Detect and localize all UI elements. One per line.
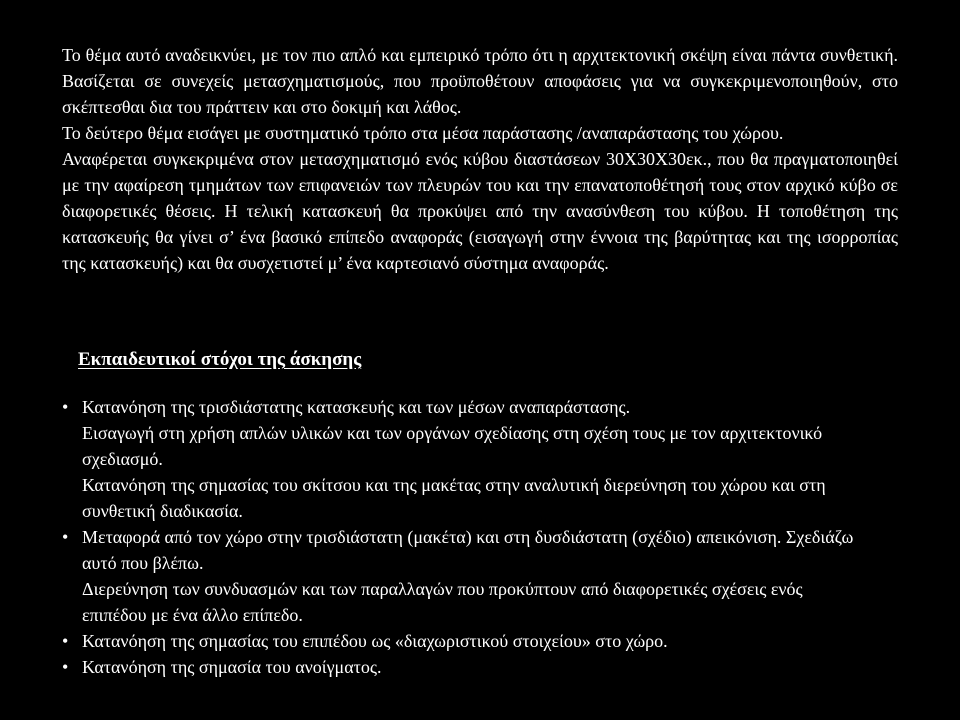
objective-text: Διερεύνηση των συνδυασμών και των παραλλαγών που προκύπτουν από διαφορετικές σχέσεις ενός επιπέδου με ένα άλλο επίπεδο.	[82, 579, 803, 625]
bullet-icon: •	[62, 657, 69, 677]
objective-item	[62, 576, 862, 628]
objective-text: Μεταφορά από τον χώρο στην τρισδιάστατη (μακέτα) και στη δυσδιάστατη (σχέδιο) απεικόνιση. Σχεδιάζω αυτό που βλέπω.	[82, 527, 854, 573]
intro-paragraph-1: Το θέμα αυτό αναδεικνύει, με τον πιο απλό και εμπειρικό τρόπο ότι η αρχιτεκτονική σκέψη είναι πάντα συνθετική. Βασίζεται σε συνεχείς μετασχηματισμούς, που προϋποθέτουν αποφάσεις για να συγκεκριμενοποιηθούν, στο σκέπτεσθαι δια του πράττειν και στο δοκιμή και λάθος.	[62, 45, 898, 117]
objective-item	[62, 420, 862, 472]
intro-text	[62, 42, 898, 276]
intro-paragraph-2: Το δεύτερο θέμα εισάγει με συστηματικό τρόπο στα μέσα παράστασης /αναπαράστασης του χώρου.	[62, 123, 784, 143]
objective-item	[62, 472, 862, 524]
objectives-heading: Εκπαιδευτικοί στόχοι της άσκησης	[78, 349, 362, 370]
objective-text: Κατανόηση της σημασία του ανοίγματος.	[82, 657, 382, 677]
bullet-icon: •	[62, 397, 69, 417]
bullet-icon: •	[62, 527, 69, 547]
intro-paragraph-3: Αναφέρεται συγκεκριμένα στον μετασχηματισμό ενός κύβου διαστάσεων 30Χ30Χ30εκ., που θα πραγματοποιηθεί με την αφαίρεση τμημάτων των επιφανειών των πλευρών του και την επανατοποθέτησή τους στον αρχικό κύβο σε διαφορετικές θέσεις. Η τελική κατασκευή θα προκύψει από την ανασύνθεση του κύβου. Η τοποθέτηση της κατασκευής θα γίνει σ’ ένα βασικό επίπεδο αναφοράς (εισαγωγή στην έννοια της βαρύτητας και της ισορροπίας της κατασκευής) και θα συσχετιστεί μ’ ένα καρτεσιανό σύστημα αναφοράς.	[62, 149, 898, 273]
bullet-icon: •	[62, 631, 69, 651]
objective-item	[62, 394, 862, 420]
objectives-list	[62, 394, 862, 680]
objective-item	[62, 654, 862, 680]
objective-item	[62, 628, 862, 654]
objective-item	[62, 524, 862, 576]
objective-text: Κατανόηση της σημασίας του επιπέδου ως «διαχωριστικού στοιχείου» στο χώρο.	[82, 631, 668, 651]
objective-text: Κατανόηση της τρισδιάστατης κατασκευής και των μέσων αναπαράστασης.	[82, 397, 631, 417]
objective-text: Κατανόηση της σημασίας του σκίτσου και της μακέτας στην αναλυτική διερεύνηση του χώρου και στη συνθετική διαδικασία.	[82, 475, 826, 521]
objective-text: Εισαγωγή στη χρήση απλών υλικών και των οργάνων σχεδίασης στη σχέση τους με τον αρχιτεκτονικό σχεδιασμό.	[82, 423, 823, 469]
